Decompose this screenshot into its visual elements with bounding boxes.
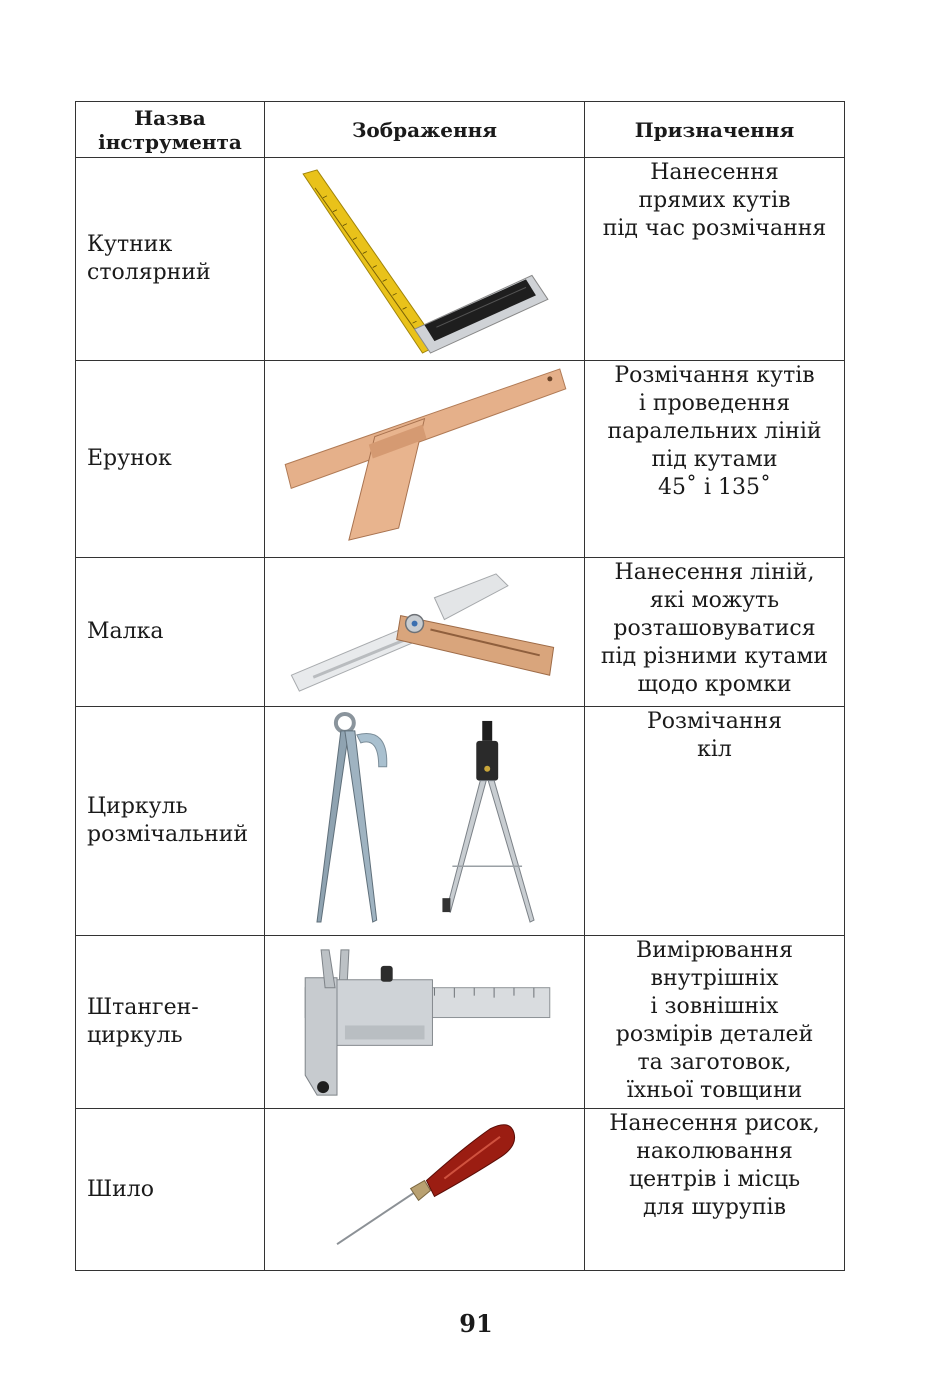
tool-image (265, 158, 585, 361)
tool-name: Шило (76, 1109, 265, 1271)
caliper-icon (265, 936, 584, 1108)
table-row (76, 361, 845, 558)
tool-name: Малка (76, 558, 265, 707)
table-row (76, 158, 845, 361)
tool-name: Циркуль розмічальний (76, 707, 265, 936)
header-image: Зображення (265, 102, 585, 158)
tool-image (265, 558, 585, 707)
header-name: Назва інструмента (76, 102, 265, 158)
tool-purpose: Нанесення прямих кутів під час розмічання (585, 158, 845, 361)
tool-name: Ерунок (76, 361, 265, 558)
tool-image (265, 361, 585, 558)
tool-purpose: Нанесення рисок, наколювання центрів і місць для шурупів (585, 1109, 845, 1271)
tool-name: Штанген- циркуль (76, 936, 265, 1109)
tool-image (265, 1109, 585, 1271)
sliding-bevel-icon (265, 558, 584, 706)
marking-compass-icon (265, 707, 584, 935)
tool-name: Кутник столярний (76, 158, 265, 361)
table-row (76, 1109, 845, 1271)
table-row (76, 558, 845, 707)
page-number: 91 (459, 1309, 493, 1338)
tool-image (265, 707, 585, 936)
table-header-row (76, 102, 845, 158)
tools-table (75, 101, 845, 1271)
tool-image (265, 936, 585, 1109)
header-purpose: Призначення (585, 102, 845, 158)
miter-square-icon (265, 361, 584, 557)
awl-icon (265, 1109, 584, 1270)
tool-purpose: Вимірювання внутрішніх і зовнішніх розмірів деталей та заготовок, їхньої товщини (585, 936, 845, 1109)
tool-purpose: Розмічання кутів і проведення паралельних ліній під кутами 45˚ і 135˚ (585, 361, 845, 558)
table-row (76, 707, 845, 936)
tool-purpose: Розмічання кіл (585, 707, 845, 936)
table-row (76, 936, 845, 1109)
tool-purpose: Нанесення ліній, які можуть розташовуватися під різними кутами щодо кромки (585, 558, 845, 707)
carpenter-square-icon (265, 158, 584, 360)
